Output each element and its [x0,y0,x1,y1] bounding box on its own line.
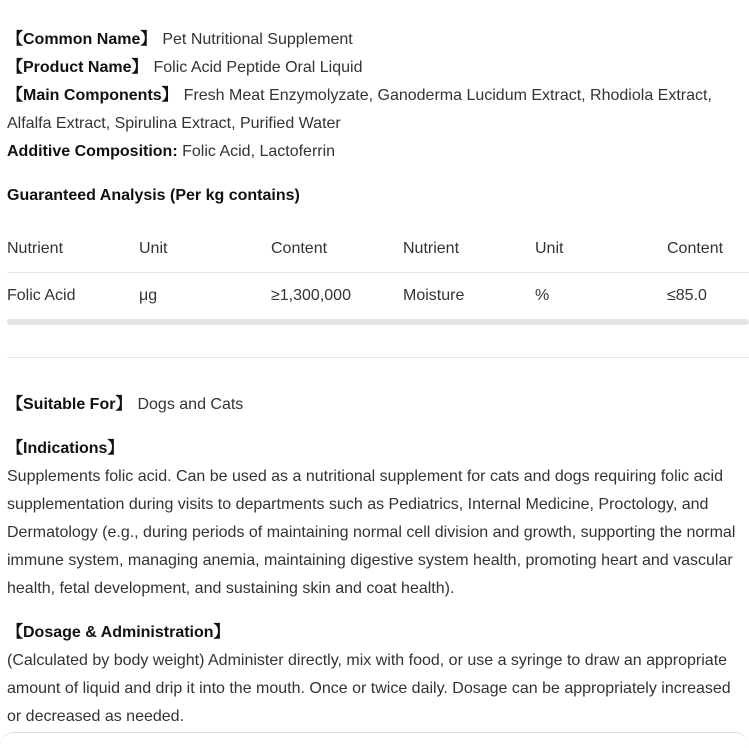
additive-line [7,138,749,166]
cell-unit: μg [139,287,158,304]
cell-content: ≥1,300,000 [271,287,351,304]
header-content: Content [271,226,403,273]
header-unit-2: Unit [535,226,667,273]
main-components-label: 【Main Components】 [7,87,178,104]
common-name-label: 【Common Name】 [7,31,157,48]
header-unit: Unit [139,226,271,273]
common-name-value: Pet Nutritional Supplement [162,31,353,48]
analysis-title: Guaranteed Analysis (Per kg contains) [7,187,300,204]
additive-label: Additive Composition: [7,143,178,160]
indications-label: 【Indications】 [7,440,124,457]
header-content-2: Content [667,226,749,273]
product-name-label: 【Product Name】 [7,59,148,76]
cell-unit-2: % [535,287,550,304]
suitable-for-label: 【Suitable For】 [7,396,132,413]
header-nutrient: Nutrient [7,226,139,273]
product-name-line [7,54,749,82]
table-row [7,273,749,320]
dosage-text: (Calculated by body weight) Administer directly, mix with food, or use a syringe to draw an appropriate amount of liquid and drip it into the mouth. Once or twice daily. Dosage can be appropriately increased or decreased as needed. [7,652,731,725]
table-horizontal-scrollbar[interactable] [7,319,749,325]
table-header-row [7,226,749,273]
product-document [7,26,749,731]
indications-text: Supplements folic acid. Can be used as a nutritional supplement for cats and dogs requiring folic acid supplementation during visits to departments such as Pediatrics, Internal Medicine, Proctology, and Dermatology (e.g., during periods of maintaining normal cell division and growth, supporting the normal immune system, managing anemia, maintaining digestive system health, promoting heart and vascular health, fetal development, and sustaining skin and coat health). [7,468,736,597]
main-components-line [7,82,749,138]
suitable-for-value: Dogs and Cats [137,396,244,413]
cell-nutrient-2: Moisture [403,287,465,304]
dosage-label: 【Dosage & Administration】 [7,624,230,641]
main-components-value: Fresh Meat Enzymolyzate, Ganoderma Lucidum Extract, Rhodiola Extract, Alfalfa Extract, Spirulina Extract, Purified Water [7,87,712,132]
additive-value: Folic Acid, Lactoferrin [182,143,336,160]
header-nutrient-2: Nutrient [403,226,535,273]
analysis-table [7,226,749,319]
product-name-value: Folic Acid Peptide Oral Liquid [153,59,363,76]
cell-nutrient: Folic Acid [7,287,76,304]
cell-content-2: ≤85.0 [667,287,707,304]
common-name-line [7,26,749,54]
suitable-for-line [7,391,749,419]
input-panel-edge [0,732,749,748]
